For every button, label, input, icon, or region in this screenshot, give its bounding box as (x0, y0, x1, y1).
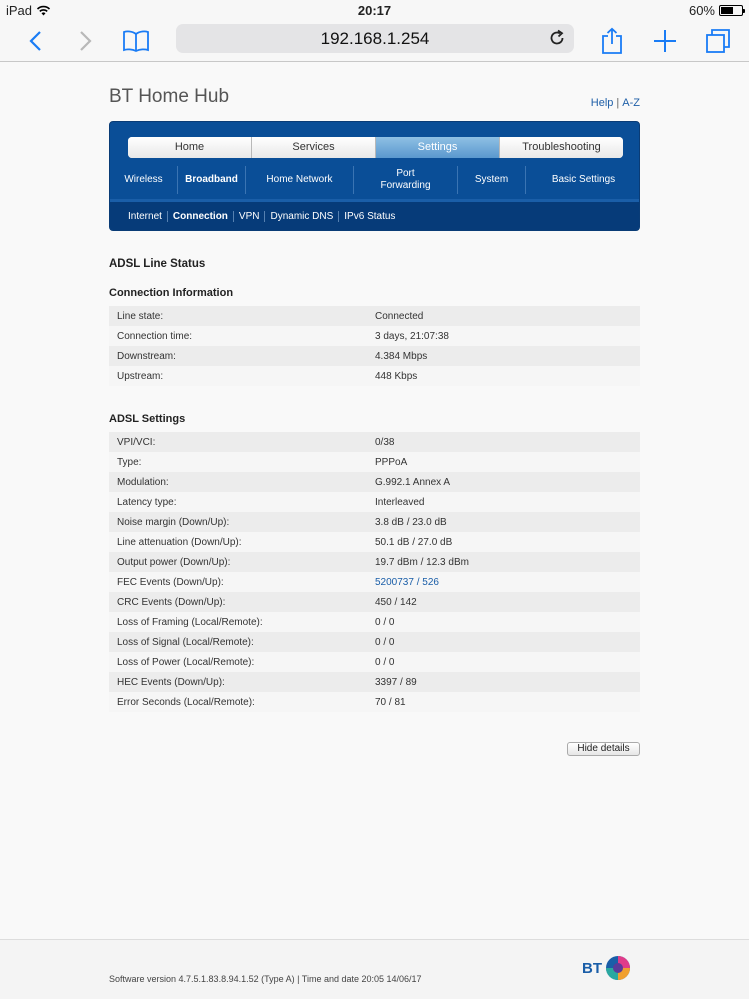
table-row (109, 512, 640, 532)
table-row (109, 652, 640, 672)
row-label: FEC Events (Down/Up): (117, 576, 224, 588)
bookmarks-icon[interactable] (121, 26, 151, 56)
row-label: Connection time: (117, 330, 193, 342)
table-row (109, 306, 640, 326)
software-version: Software version 4.7.5.1.83.8.94.1.52 (Type A) | Time and date 20:05 14/06/17 (109, 974, 422, 984)
tab-settings[interactable]: Settings (376, 137, 500, 158)
row-value: 19.7 dBm / 12.3 dBm (375, 556, 469, 568)
subnav-broadband[interactable]: Broadband (178, 166, 246, 194)
subnav-system[interactable]: System (458, 166, 526, 194)
row-label: Loss of Power (Local/Remote): (117, 656, 255, 668)
connection-info-table (109, 306, 640, 386)
tab-home[interactable]: Home (128, 137, 252, 158)
status-bar (0, 0, 749, 20)
help-links (591, 97, 640, 109)
table-row (109, 552, 640, 572)
help-link[interactable]: Help (590, 97, 614, 109)
url-text: 192.168.1.254 (320, 28, 430, 48)
row-label: Noise margin (Down/Up): (117, 516, 230, 528)
row-value: 3.8 dB / 23.0 dB (375, 516, 447, 528)
reload-icon[interactable] (548, 29, 566, 47)
row-label: Loss of Framing (Local/Remote): (117, 616, 263, 628)
row-label: Downstream: (117, 350, 176, 362)
row-value: 0 / 0 (375, 656, 395, 668)
bt-logo (582, 955, 631, 981)
row-label: Upstream: (117, 370, 164, 382)
subnav-basic-settings[interactable]: Basic Settings (551, 174, 616, 185)
row-label: Error Seconds (Local/Remote): (117, 696, 255, 708)
address-bar[interactable] (176, 24, 574, 53)
subnav-dynamic-dns[interactable]: Dynamic DNS (265, 211, 339, 222)
forward-icon[interactable] (71, 26, 101, 56)
table-row (109, 572, 640, 592)
subnav-port-forwarding[interactable]: Port Forwarding (354, 166, 458, 194)
bt-logo-text: BT (582, 959, 602, 977)
broadband-subnav (110, 199, 640, 231)
table-row (109, 532, 640, 552)
adsl-settings-table (109, 432, 640, 712)
row-value: 448 Kbps (375, 370, 418, 382)
row-value: 0 / 0 (375, 636, 395, 648)
subnav-internet[interactable]: Internet (128, 211, 168, 222)
row-value: 70 / 81 (375, 696, 406, 708)
subnav-vpn[interactable]: VPN (234, 211, 266, 222)
row-value: 450 / 142 (375, 596, 417, 608)
router-page (0, 63, 749, 939)
row-label: Latency type: (117, 496, 177, 508)
footer (0, 939, 749, 999)
subnav-connection[interactable]: Connection (168, 211, 234, 222)
settings-subnav (110, 166, 640, 194)
table-row (109, 432, 640, 452)
row-label: VPI/VCI: (117, 436, 156, 448)
row-label: CRC Events (Down/Up): (117, 596, 226, 608)
table-row (109, 672, 640, 692)
battery (689, 3, 743, 18)
subnav-ipv6-status[interactable]: IPv6 Status (344, 211, 396, 222)
tab-services[interactable]: Services (252, 137, 376, 158)
subnav-wireless[interactable]: Wireless (110, 166, 178, 194)
table-row (109, 632, 640, 652)
new-tab-icon[interactable] (650, 26, 680, 56)
row-label: Line state: (117, 310, 164, 322)
table-row (109, 592, 640, 612)
table-row (109, 692, 640, 712)
table-row (109, 452, 640, 472)
battery-icon (719, 5, 743, 16)
row-value: 0/38 (375, 436, 395, 448)
row-value: Interleaved (375, 496, 425, 508)
row-label: Loss of Signal (Local/Remote): (117, 636, 254, 648)
battery-percent: 60% (688, 3, 715, 18)
row-value: 0 / 0 (375, 616, 395, 628)
adsl-line-status-heading: ADSL Line Status (109, 258, 206, 270)
row-value: 3 days, 21:07:38 (375, 330, 449, 342)
adsl-settings-heading: ADSL Settings (109, 413, 186, 425)
row-label: Line attenuation (Down/Up): (117, 536, 242, 548)
row-label: Modulation: (117, 476, 169, 488)
bt-globe-icon (605, 955, 631, 981)
row-label: HEC Events (Down/Up): (117, 676, 225, 688)
tab-troubleshooting[interactable]: Troubleshooting (500, 137, 623, 158)
subnav-home-network[interactable]: Home Network (246, 166, 354, 194)
clock: 20:17 (357, 3, 392, 18)
table-row (109, 472, 640, 492)
table-row (109, 492, 640, 512)
row-value: G.992.1 Annex A (375, 476, 451, 488)
back-icon[interactable] (20, 26, 50, 56)
table-row (109, 366, 640, 386)
share-icon[interactable] (597, 26, 627, 56)
table-row (109, 346, 640, 366)
row-value: PPPoA (375, 456, 408, 468)
browser-toolbar (0, 20, 749, 62)
table-row (109, 612, 640, 632)
fec-events-link[interactable]: 5200737 / 526 (375, 576, 439, 588)
tabs-icon[interactable] (703, 26, 733, 56)
separator: | (616, 97, 620, 109)
main-navigation (109, 121, 640, 231)
row-value: Connected (375, 310, 424, 322)
row-label: Output power (Down/Up): (117, 556, 231, 568)
table-row (109, 326, 640, 346)
page-title: BT Home Hub (109, 86, 230, 107)
row-label: Type: (117, 456, 142, 468)
row-value: 50.1 dB / 27.0 dB (375, 536, 453, 548)
connection-info-heading: Connection Information (109, 287, 234, 299)
row-value: 4.384 Mbps (375, 350, 428, 362)
row-value: 3397 / 89 (375, 676, 417, 688)
hide-details-button[interactable]: Hide details (567, 742, 640, 756)
top-tabs (128, 137, 623, 158)
carrier-label: iPad (6, 3, 33, 18)
a-z-link[interactable]: A-Z (622, 97, 640, 109)
